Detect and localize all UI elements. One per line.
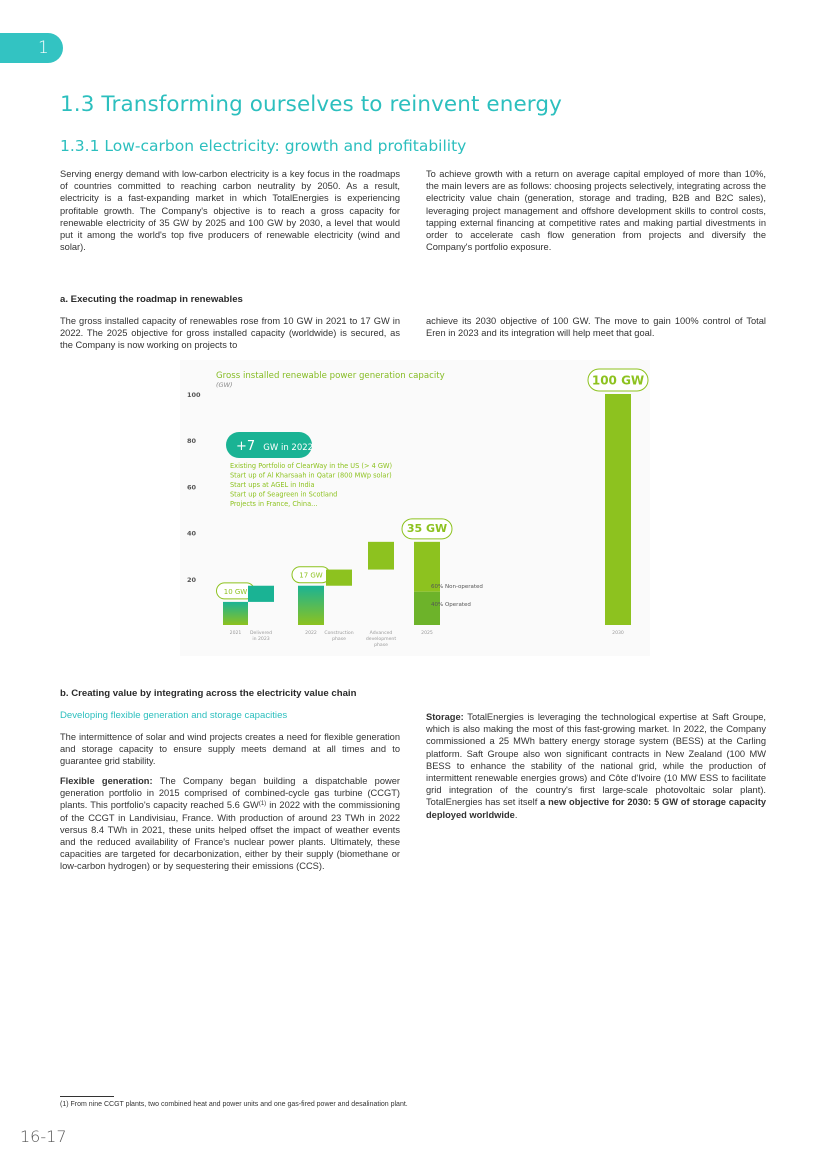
section-b-p1: The intermittence of solar and wind projects creates a need for flexible generation and storage capacity to ensure supply meets demand at all times and to guarantee grid stability. (60, 732, 400, 767)
chart-title: Gross installed renewable power generation capacity (216, 371, 445, 381)
bar-construction-phase (326, 570, 352, 586)
footnote-ref: (1) (258, 801, 267, 808)
x-axis-label: 2022 (305, 631, 317, 636)
chapter-tab: 1 (0, 33, 63, 63)
chart-unit: (GW) (216, 381, 233, 389)
y-tick-label: 20 (187, 575, 197, 584)
footnote-rule (60, 1096, 114, 1097)
bar-advanced-development-phase (368, 542, 394, 570)
x-axis-label: 2030 (612, 631, 624, 636)
bar-2022 (298, 586, 324, 625)
footnote: (1) From nine CCGT plants, two combined heat and power units and one gas-fired power and desalination plant. (60, 1101, 408, 1108)
callout-line: Start up of Al Kharsaah in Qatar (800 MWp solar) (230, 471, 392, 480)
bar-value-label: 100 GW (591, 373, 645, 388)
storage-objective: a new objective for 2030: 5 GW of storage capacity deployed worldwide (426, 797, 766, 820)
x-axis-label: Construction phase (324, 631, 354, 642)
flexible-generation-text-a: The Company began building a dispatchable power generation portfolio in 2015 comprised of combined-cycle gas turbine (CCGT) plants. This portfolio's capacity reached 5.6 GW (60, 776, 401, 811)
storage-text: TotalEnergies is leveraging the technological expertise at Saft Groupe, which is also making the most of this fast-growing market. In 2022, the Company commissioned a 25 MWh battery energy storage system (BESS) at the Carling platform. Saft Groupe also won significant contracts in New Zealand (100 MW BESS to enhance the stability of the national grid, while the production of intermittent renewable energies grows) and Côte d'Ivoire (10 MW ESS to facilitate grid integration of the country's first large-scale photovoltaic solar plant). TotalEnergies has set itself (426, 712, 766, 808)
section-b-p2 (60, 775, 400, 873)
x-axis-label: Advanced development phase (365, 631, 397, 648)
bar-value-label: 17 GW (299, 571, 323, 580)
section-a-right: achieve its 2030 objective of 100 GW. The move to gain 100% control of Total Eren in 2023 and its integration will help meet that goal. (426, 316, 766, 339)
storage-label: Storage: (426, 712, 464, 722)
callout-line: Existing Portfolio of ClearWay in the US (> 4 GW) (230, 462, 393, 470)
callout-line: Projects in France, China... (230, 500, 318, 508)
flexible-generation-text-b: in 2022 with the commissioning of the CCGT in Landivisiau, France. With production of around 23 TWh in 2022 versus 8.4 TWh in 2021, these units helped offset the impact of weather events and the reduced availability of France's nuclear power plants. Ultimately, these capacities are targeted for decarbonization, either by their supply (biomethane or low-carbon hydrogen) or by sequestering their emissions (CCS). (60, 800, 400, 872)
callout-line: Start ups at AGEL in India (230, 481, 315, 489)
bar-2025-operated (414, 592, 440, 625)
callout-group (226, 432, 392, 508)
bar-2021 (223, 602, 248, 625)
bar-value-label: 10 GW (223, 587, 248, 596)
section-b-lead: Developing flexible generation and storage capacities (60, 710, 288, 721)
bar-delivered-in-2023 (248, 586, 274, 602)
bar-value-label: 35 GW (406, 521, 448, 535)
x-axis-label: Delivered in 2023 (250, 631, 272, 642)
capacity-chart (180, 360, 650, 656)
intro-left-paragraph: Serving energy demand with low-carbon electricity is a key focus in the roadmaps of countries committed to reaching carbon neutrality by 2050. As a result, electricity is a fast-expanding market in which TotalEnergies is experiencing profitable growth. The Company's objective is to reach a gross capacity for renewable electricity of 35 GW by 2025 and 100 GW by 2030, a level that would put it among the world's top five producers of renewable electricity (wind and solar). (60, 169, 400, 253)
section-b-title: b. Creating value by integrating across the electricity value chain (60, 688, 357, 699)
capacity-chart-svg (180, 360, 650, 656)
callout-big: +7 (236, 439, 256, 454)
flexible-generation-label: Flexible generation: (60, 776, 153, 786)
storage-paragraph (426, 711, 766, 821)
y-tick-label: 100 (187, 391, 201, 399)
y-tick-label: 80 (187, 437, 197, 446)
callout-line: Start up of Seagreen in Scotland (230, 490, 338, 499)
intro-right-paragraph: To achieve growth with a return on average capital employed of more than 10%, the main levers are as follows: choosing projects selectively, integrating across the electricity value chain (generation, storage and trading, B2B and B2C sales), leveraging project management and offshore development skills to control costs, tapping external financing at competitive rates and making partial divestments in order to accelerate cash flow generation from projects and diversify the Company's portfolio exposure. (426, 169, 766, 253)
section-subtitle: 1.3.1 Low-carbon electricity: growth and profitability (60, 137, 467, 155)
section-a-left: The gross installed capacity of renewables rose from 10 GW in 2021 to 17 GW in 2022. The 2025 objective for gross installed capacity (worldwide) is secured, as the Company is now working on projects to (60, 316, 400, 351)
page-number: 16-17 (20, 1127, 67, 1146)
x-axis-label: 2021 (229, 631, 242, 636)
y-tick-label: 40 (187, 529, 197, 538)
x-axis-label: 2025 (421, 631, 433, 636)
page-title: 1.3 Transforming ourselves to reinvent energy (60, 92, 562, 117)
split-operated-label: 40% Operated (431, 602, 471, 608)
y-tick-label: 60 (187, 483, 197, 492)
section-a-title: a. Executing the roadmap in renewables (60, 294, 243, 305)
split-non-operated-label: 60% Non-operated (431, 584, 483, 590)
callout-small: GW in 2022 (263, 443, 314, 453)
bar-2030 (605, 394, 631, 625)
storage-end: . (514, 809, 518, 820)
